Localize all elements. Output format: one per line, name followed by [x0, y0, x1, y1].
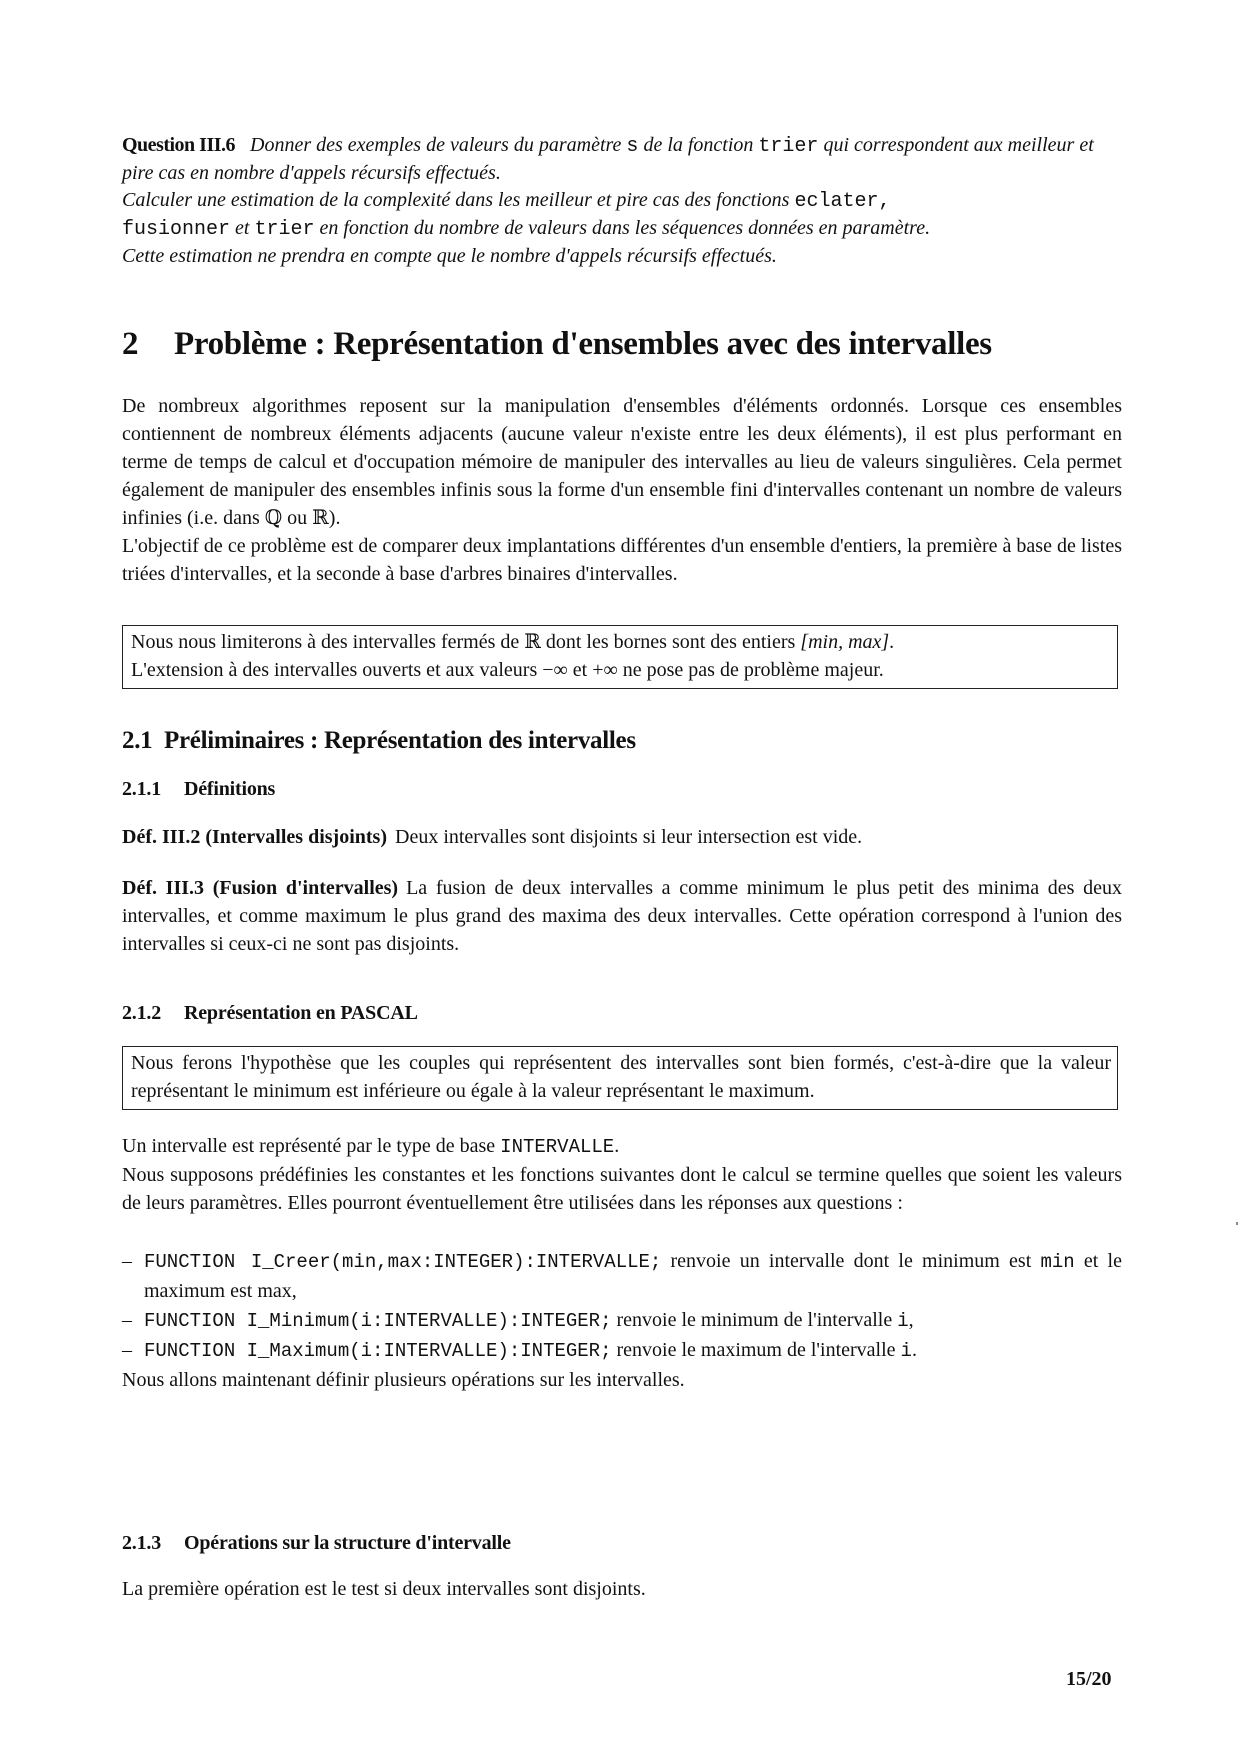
question-text-2b: et [230, 217, 255, 239]
function-desc: renvoie le maximum de l'intervalle [611, 1339, 901, 1361]
question-text-1a: Donner des exemples de valeurs du paramètre [250, 134, 627, 156]
code-intervalle: INTERVALLE [500, 1136, 615, 1158]
code-trier: trier [758, 135, 819, 158]
question-text-2c: en fonction du nombre de valeurs dans les séquences données en paramètre. [314, 217, 931, 239]
section-2-1-3-text [122, 1575, 1122, 1603]
paragraph: La première opération est le test si deux intervalles sont disjoints. [122, 1578, 646, 1600]
note-box-period: . [889, 631, 895, 653]
section-number: 2.1.1 [122, 778, 162, 800]
dash-bullet: – [122, 1339, 132, 1361]
code-arg: i [897, 1310, 909, 1332]
math-min-max: [min, max] [800, 631, 890, 653]
function-signature: FUNCTION I_Creer(min,max:INTEGER):INTERVALLE; [144, 1251, 662, 1273]
type-period: . [614, 1135, 620, 1157]
functions-intro: Nous supposons prédéfinies les constantes et les fonctions suivantes dont le calcul se termine quelles que soient les valeurs de leurs paramètres. Elles pourront éventuellement être utilisées dans les réponses aux questions : [122, 1164, 1122, 1214]
definition-label: Déf. III.3 (Fusion d'intervalles) [122, 877, 399, 899]
section-number: 2 [122, 326, 139, 362]
code-eclater: eclater, [794, 190, 891, 213]
question-text-3: Cette estimation ne prendra en compte que le nombre d'appels récursifs effectués. [122, 245, 777, 267]
section-2-1-1-heading [122, 778, 275, 801]
section-2-1-2-heading [122, 1002, 418, 1025]
section-title: Opérations sur la structure d'intervalle [184, 1532, 511, 1554]
intro-paragraph-2: L'objectif de ce problème est de comparer deux implantations différentes d'un ensemble d'entiers, la première à base de listes triées d'intervalles, et la seconde à base d'arbres binaires d'intervalles. [122, 535, 1122, 585]
dash-bullet: – [122, 1250, 132, 1272]
function-signature: FUNCTION I_Maximum(i:INTERVALLE):INTEGER; [144, 1340, 612, 1362]
code-trier-2: trier [254, 218, 315, 241]
section-number: 2.1 [122, 727, 153, 754]
pascal-representation [122, 1132, 1122, 1217]
list-item [122, 1306, 1122, 1336]
section-title: Préliminaires : Représentation des intervalles [164, 727, 636, 754]
note-box-text-2: L'extension à des intervalles ouverts et aux valeurs −∞ et +∞ ne pose pas de problème majeur. [131, 659, 884, 681]
section-title: Définitions [184, 778, 276, 800]
closing-text: Nous allons maintenant définir plusieurs opérations sur les intervalles. [122, 1369, 685, 1391]
section-title: Problème : Représentation d'ensembles avec des intervalles [174, 326, 992, 362]
function-desc: , [291, 1280, 297, 1302]
question-label: Question III.6 [122, 134, 236, 156]
section-title: Représentation en PASCAL [184, 1002, 418, 1024]
question-text-2a: Calculer une estimation de la complexité dans les meilleur et pire cas des fonctions [122, 189, 795, 211]
code-fusionner: fusionner [122, 218, 231, 241]
section-2-heading [122, 326, 992, 363]
note-box-text-1: Nous nous limiterons à des intervalles fermés de ℝ dont les bornes sont des entiers [131, 631, 801, 653]
definition-label: Déf. III.2 (Intervalles disjoints) [122, 826, 387, 848]
function-list [122, 1247, 1122, 1395]
definition-text: La fusion de deux intervalles a comme minimum le plus petit des minima des deux intervalles, et comme maximum le plus grand des maxima des deux intervalles. Cette opération correspond à l'union des intervalles si ceux-ci ne sont pas disjoints. [122, 877, 1123, 955]
section-number: 2.1.2 [122, 1002, 162, 1024]
definition-text: Deux intervalles sont disjoints si leur intersection est vide. [395, 826, 863, 848]
intro-paragraph-1: De nombreux algorithmes reposent sur la manipulation d'ensembles d'éléments ordonnés. Lorsque ces ensembles contiennent de nombreux éléments adjacents (aucune valeur n'existe entre les deux éléments), il est plus performant en terme de temps de calcul et d'occupation mémoire de manipuler des intervalles au lieu de valeurs singulières. Cela permet également de manipuler des ensembles infinis sous la forme d'un ensemble fini d'intervalles contenant un nombre de valeurs infinies (i.e. dans ℚ ou ℝ). [122, 395, 1122, 529]
function-desc: renvoie le minimum de l'intervalle [611, 1309, 898, 1331]
section-2-1-3-heading [122, 1532, 511, 1555]
function-signature: FUNCTION I_Minimum(i:INTERVALLE):INTEGER; [144, 1310, 612, 1332]
definition-iii-2 [122, 823, 1122, 851]
code-arg: max [257, 1280, 292, 1302]
definition-iii-3 [122, 874, 1122, 958]
section-2-intro [122, 392, 1122, 588]
question-text-1c: qui correspondent aux meilleur et pire cas en nombre d'appels récursifs effectués. [122, 134, 1094, 184]
section-number: 2.1.3 [122, 1532, 162, 1554]
function-desc: , [908, 1309, 914, 1331]
scan-mark [1236, 1222, 1238, 1225]
function-desc: et le maximum est [144, 1250, 1122, 1302]
code-arg: min [1040, 1251, 1075, 1273]
question-iii-6 [122, 132, 1122, 270]
list-item [122, 1336, 1122, 1366]
note-box-intervals [122, 625, 1118, 689]
section-2-1-heading [122, 727, 636, 755]
function-desc: renvoie un intervalle dont le minimum est [661, 1250, 1041, 1272]
dash-bullet: – [122, 1309, 132, 1331]
code-arg: i [900, 1340, 912, 1362]
type-text: Un intervalle est représenté par le type de base [122, 1135, 501, 1157]
code-s: s [626, 135, 639, 158]
function-desc: . [911, 1339, 917, 1361]
question-text-1b: de la fonction [638, 134, 759, 156]
list-item [122, 1247, 1122, 1306]
note-box-hypothesis [122, 1046, 1118, 1110]
note-box-text: Nous ferons l'hypothèse que les couples qui représentent des intervalles sont bien formés, c'est-à-dire que la valeur représentant le minimum est inférieure ou égale à la valeur représentant le maximum. [131, 1052, 1111, 1102]
page-number: 15/20 [1066, 1668, 1112, 1690]
